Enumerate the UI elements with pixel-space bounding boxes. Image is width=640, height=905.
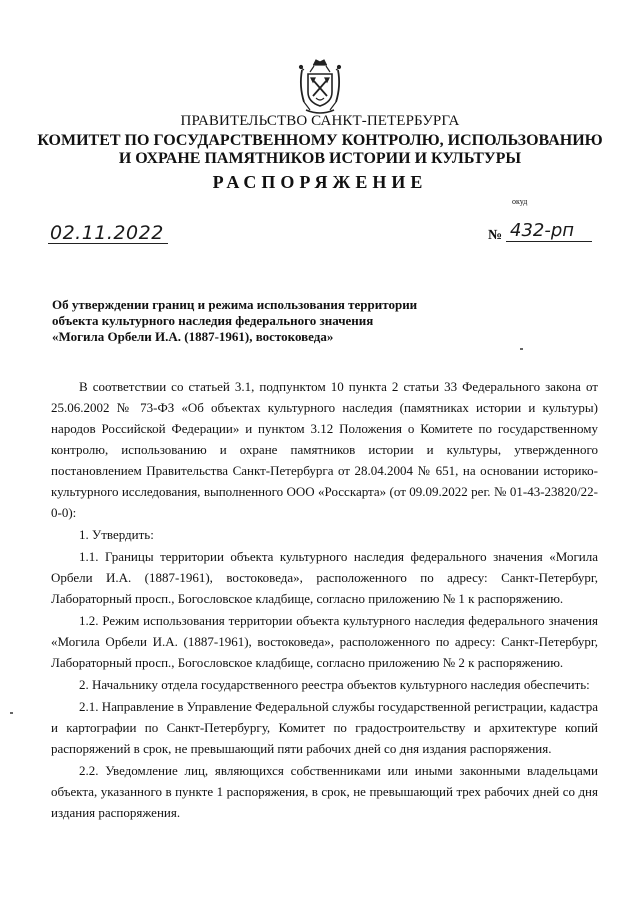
clause-1-1: 1.1. Границы территории объекта культурного наследия федерального значения «Могила Орбели И.А. (1887-1961), востоковеда», расположенного по адресу: Санкт-Петербург, Лабораторный просп., Богословское кладбище, согласно приложению № 1 к распоряжению. xyxy=(51,549,598,606)
clause-2-2: 2.2. Уведомление лиц, являющихся собственниками или иными законными владельцами объекта, указанного в пункте 1 распоряжения, в срок, не превышающий трех рабочих дней со дня издания распоряжения. xyxy=(51,763,598,820)
subject-line: Об утверждении границ и режима использования территории xyxy=(52,297,418,312)
document-date: 02.11.2022 xyxy=(48,223,168,244)
intro-paragraph: В соответствии со статьей 3.1, подпунктом 10 пункта 2 статьи 33 Федерального закона от 25.06.2002 № 73-ФЗ «Об объектах культурного наследия (памятниках истории и культуры) народов Российской Федерации» и пунктом 3.12 Положения о Комитете по государственному контролю, использованию и охране памятников истории и культуры, утвержденного постановлением Правительства Санкт-Петербурга от 28.04.2004 № 651, на основании историко-культурного исследования, выполненного ООО «Росскарта» (от 09.09.2022 рег. № 01-43-23820/22-0-0): xyxy=(51,379,598,520)
document-body xyxy=(51,376,598,823)
government-title: ПРАВИТЕЛЬСТВО САНКТ-ПЕТЕРБУРГА xyxy=(180,113,460,129)
committee-title-line2: И ОХРАНЕ ПАМЯТНИКОВ ИСТОРИИ И КУЛЬТУРЫ xyxy=(118,150,522,167)
subject-line: объекта культурного наследия федерального значения xyxy=(52,313,374,328)
committee-title-line1: КОМИТЕТ ПО ГОСУДАРСТВЕННОМУ КОНТРОЛЮ, ИСПОЛЬЗОВАНИЮ xyxy=(37,132,603,149)
document-type-heading: РАСПОРЯЖЕНИЕ xyxy=(212,172,428,192)
clause-2-1: 2.1. Направление в Управление Федеральной службы государственной регистрации, кадастра и картографии по Санкт-Петербургу, Комитет по градостроительству и архитектуре копий распоряжений в срок, не превышающий пяти рабочих дней со дня издания распоряжения. xyxy=(51,699,598,756)
document-subject xyxy=(52,297,417,345)
clause-2: 2. Начальнику отдела государственного реестра объектов культурного наследия обеспечить: xyxy=(79,677,590,692)
number-sign: № xyxy=(488,228,503,243)
subject-line: «Могила Орбели И.А. (1887-1961), востоковеда» xyxy=(52,329,334,344)
document-number: 432-рп xyxy=(506,221,592,242)
scan-mark xyxy=(520,348,523,350)
clause-1: 1. Утвердить: xyxy=(79,527,154,542)
clause-1-2: 1.2. Режим использования территории объекта культурного наследия федерального значения «Могила Орбели И.А. (1887-1961), востоковеда», расположенного по адресу: Санкт-Петербург, Лабораторный просп., Богословское кладбище, согласно приложению № 2 к распоряжению. xyxy=(51,613,598,670)
okud-label: окуд xyxy=(512,197,528,206)
coat-of-arms-icon xyxy=(296,58,344,118)
scan-mark xyxy=(10,712,13,714)
